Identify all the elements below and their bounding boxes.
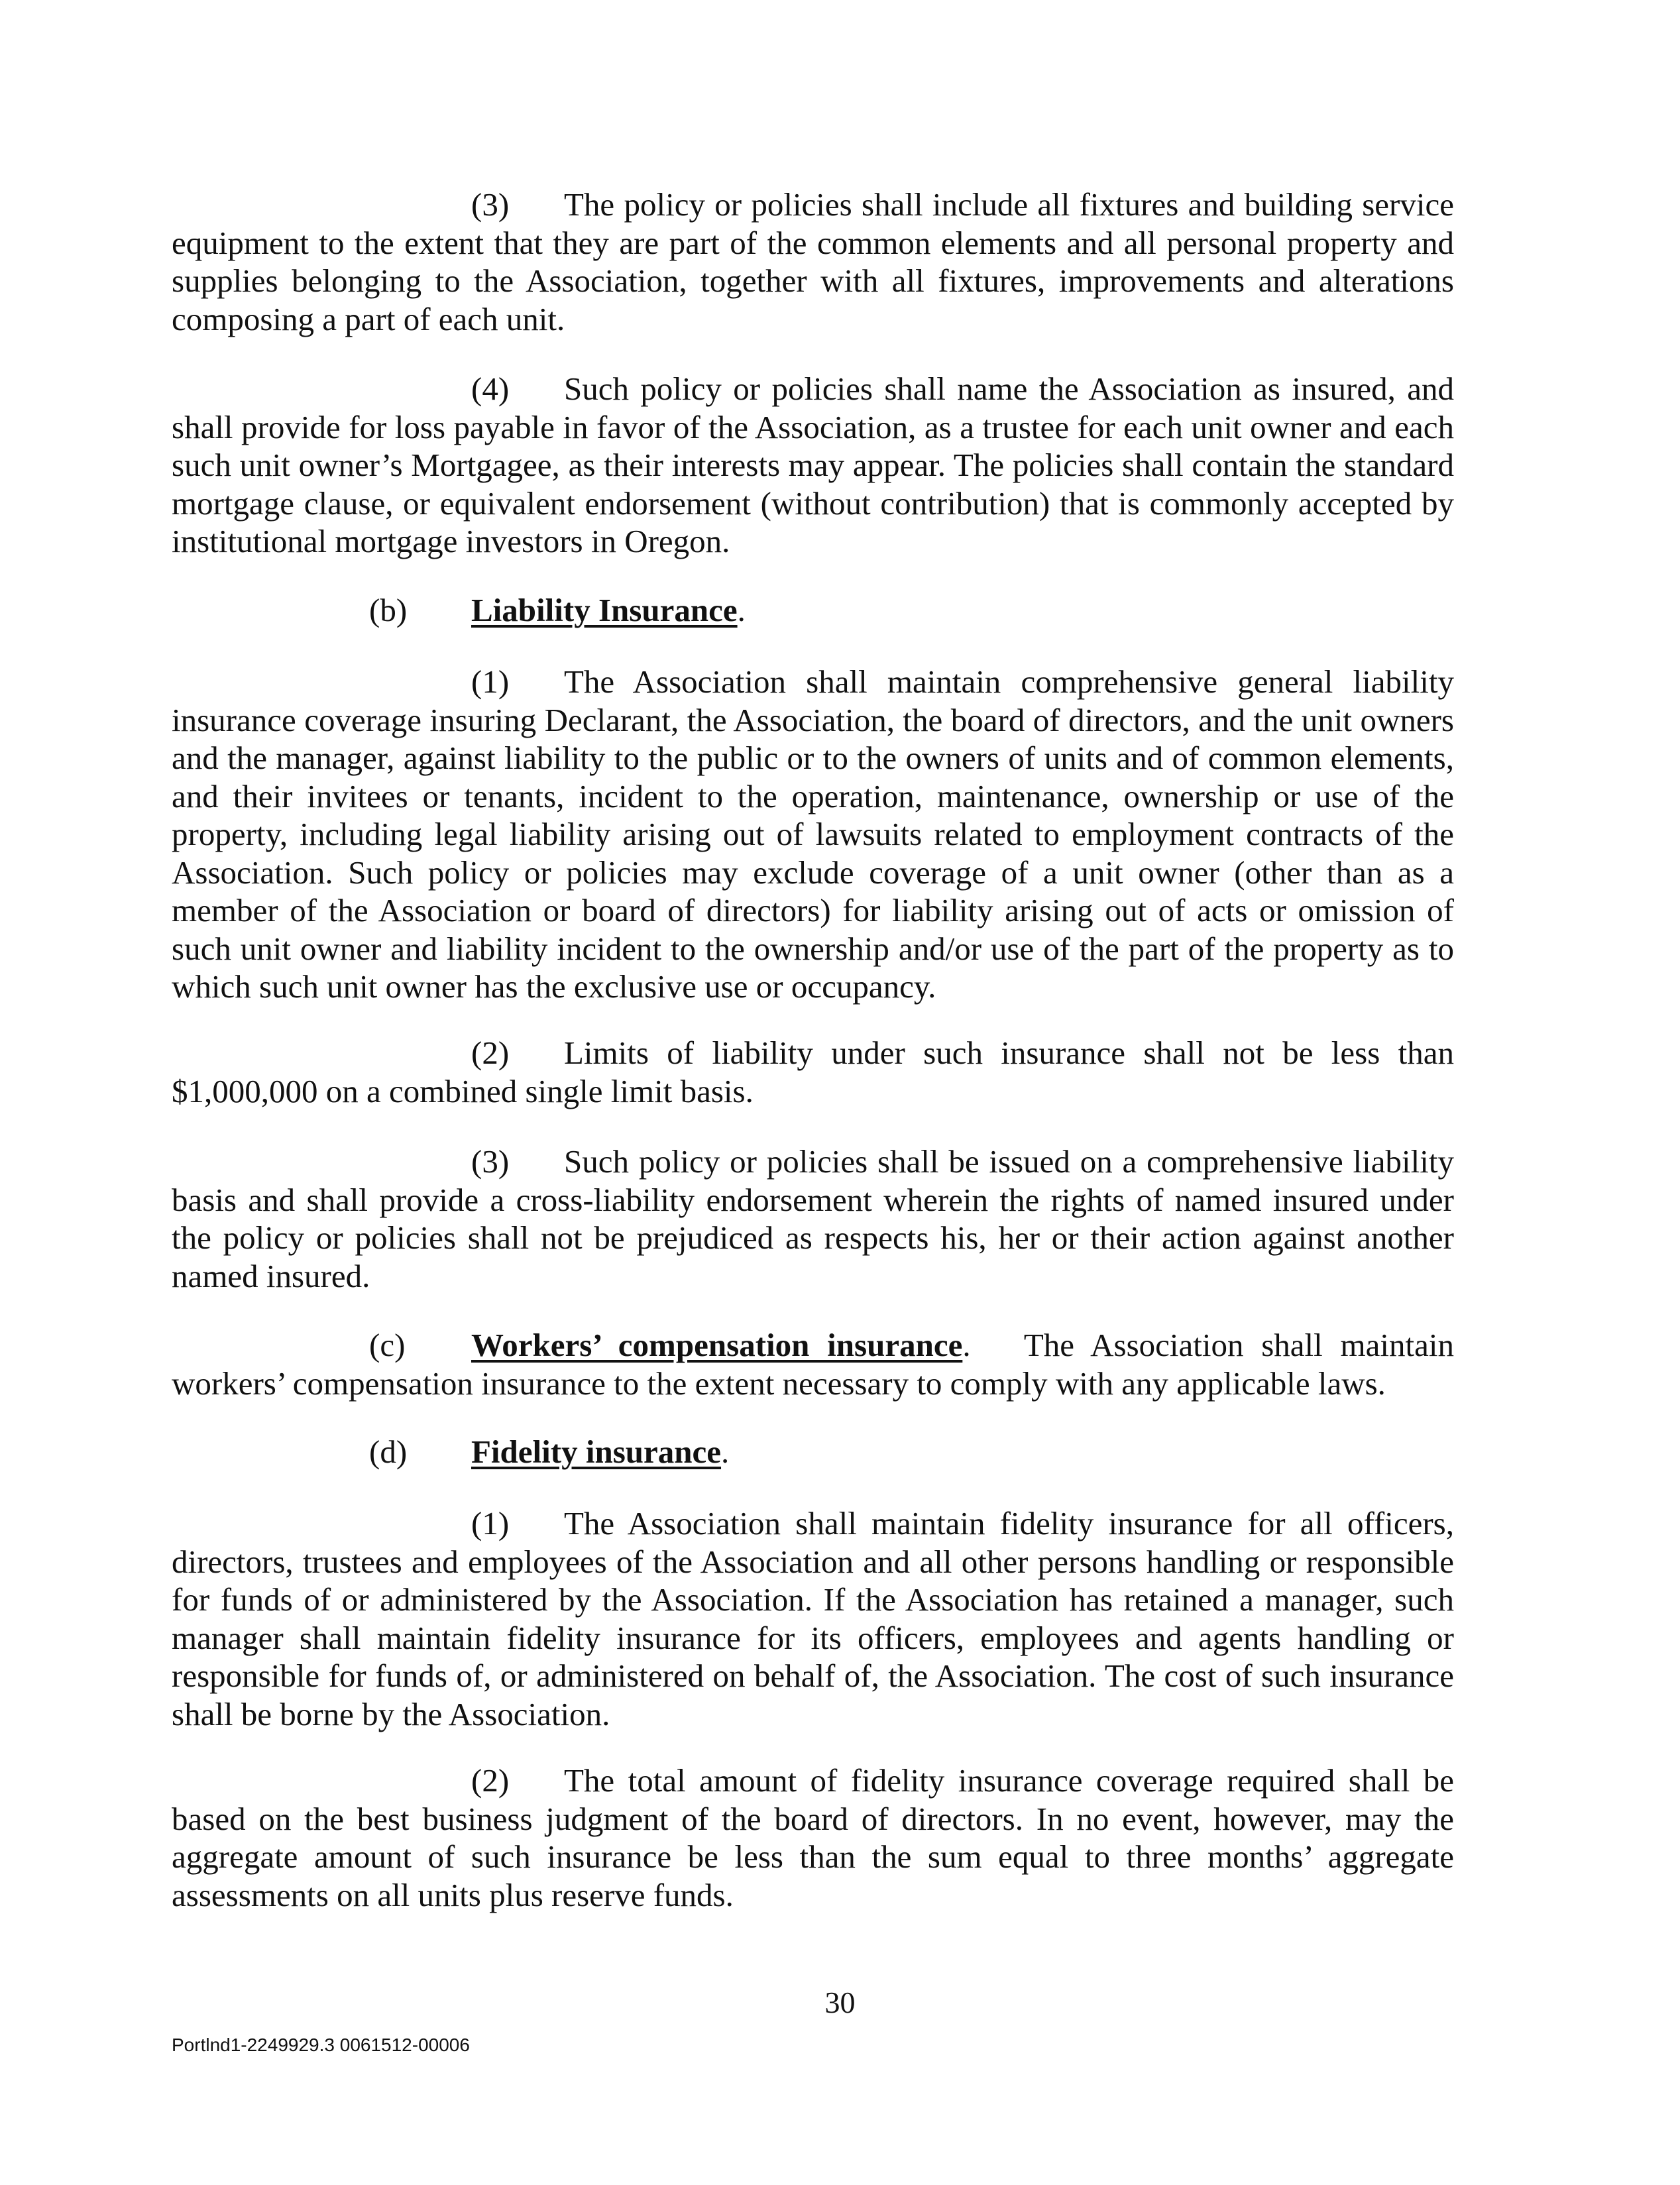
heading-title: Liability Insurance [471, 592, 738, 628]
heading-suffix: . [721, 1433, 730, 1470]
paragraph-b2 [172, 1034, 1454, 1110]
heading-suffix: . [737, 592, 746, 628]
paragraph-c [172, 1326, 1454, 1402]
paragraph-number: (2) [471, 1762, 510, 1799]
paragraph-number: (1) [471, 1505, 510, 1541]
paragraph-number: (4) [471, 370, 510, 407]
paragraph-text: Limits of liability under such insurance shall not be less than $1,000,000 on a combined single limit basis. [172, 1035, 1454, 1109]
paragraph-d1 [172, 1504, 1454, 1733]
heading-label: (c) [369, 1327, 406, 1363]
paragraph-number: (2) [471, 1035, 510, 1071]
paragraph-a4 [172, 370, 1454, 561]
paragraph-text: Such policy or policies shall be issued on a comprehensive liability basis and shall provide a cross-liability endorsement wherein the rights of named insured under the policy or policies shall not be prejudiced as respects his, her or their action against another named insured. [172, 1143, 1454, 1294]
paragraph-text: The policy or policies shall include all fixtures and building service equipment to the extent that they are part of the common elements and all personal property and supplies belonging to the Association, together with all fixtures, improvements and alterations composing a part of each unit. [172, 186, 1454, 337]
paragraph-number: (3) [471, 1143, 510, 1180]
paragraph-a3 [172, 186, 1454, 338]
paragraph-number: (3) [471, 186, 510, 223]
paragraph-text: The total amount of fidelity insurance coverage required shall be based on the best business judgment of the board of directors. In no event, however, may the aggregate amount of such insurance be less than the sum equal to three months’ aggregate assessments on all units plus reserve funds. [172, 1762, 1454, 1913]
paragraph-b1 [172, 663, 1454, 1006]
paragraph-text: The Association shall maintain workers’ compensation insurance to the extent necessary to comply with any applicable laws. [172, 1327, 1455, 1402]
heading-title: Workers’ compensation insurance [471, 1327, 963, 1363]
page-number: 30 [824, 1986, 856, 2019]
heading-label: (d) [369, 1433, 408, 1470]
paragraph-b3 [172, 1143, 1454, 1295]
paragraph-text: The Association shall maintain fidelity insurance for all officers, directors, trustees and employees of the Association and all other persons handling or responsible for funds of or administered by the Association. If the Association has retained a manager, such manager shall maintain fidelity insurance for its officers, employees and agents handling or responsible for funds of, or administered on behalf of, the Association. The cost of such insurance shall be borne by the Association. [172, 1505, 1454, 1732]
paragraph-number: (1) [471, 663, 510, 700]
heading-title: Fidelity insurance [471, 1433, 722, 1470]
paragraph-d2 [172, 1762, 1454, 1914]
paragraph-text: The Association shall maintain comprehensive general liability insurance coverage insuring Declarant, the Association, the board of directors, and the unit owners and the manager, against liability to the public or to the owners of units and of common elements, and their invitees or tenants, incident to the operation, maintenance, ownership or use of the property, including legal liability arising out of lawsuits related to employment contracts of the Association. Such policy or policies may exclude coverage of a unit owner (other than as a member of the Association or board of directors) for liability arising out of acts or omission of such unit owner and liability incident to the ownership and/or use of the part of the property as to which such unit owner has the exclusive use or occupancy. [172, 663, 1454, 1005]
footer-document-id: Portlnd1-2249929.3 0061512-00006 [172, 2035, 470, 2055]
heading-suffix: . [962, 1327, 971, 1363]
heading-label: (b) [369, 592, 408, 628]
paragraph-text: Such policy or policies shall name the Association as insured, and shall provide for loss payable in favor of the Association, as a trustee for each unit owner and each such unit owner’s Mortgagee, as their interests may appear. The policies shall contain the standard mortgage clause, or equivalent endorsement (without contribution) that is commonly accepted by institutional mortgage investors in Oregon. [172, 370, 1454, 559]
